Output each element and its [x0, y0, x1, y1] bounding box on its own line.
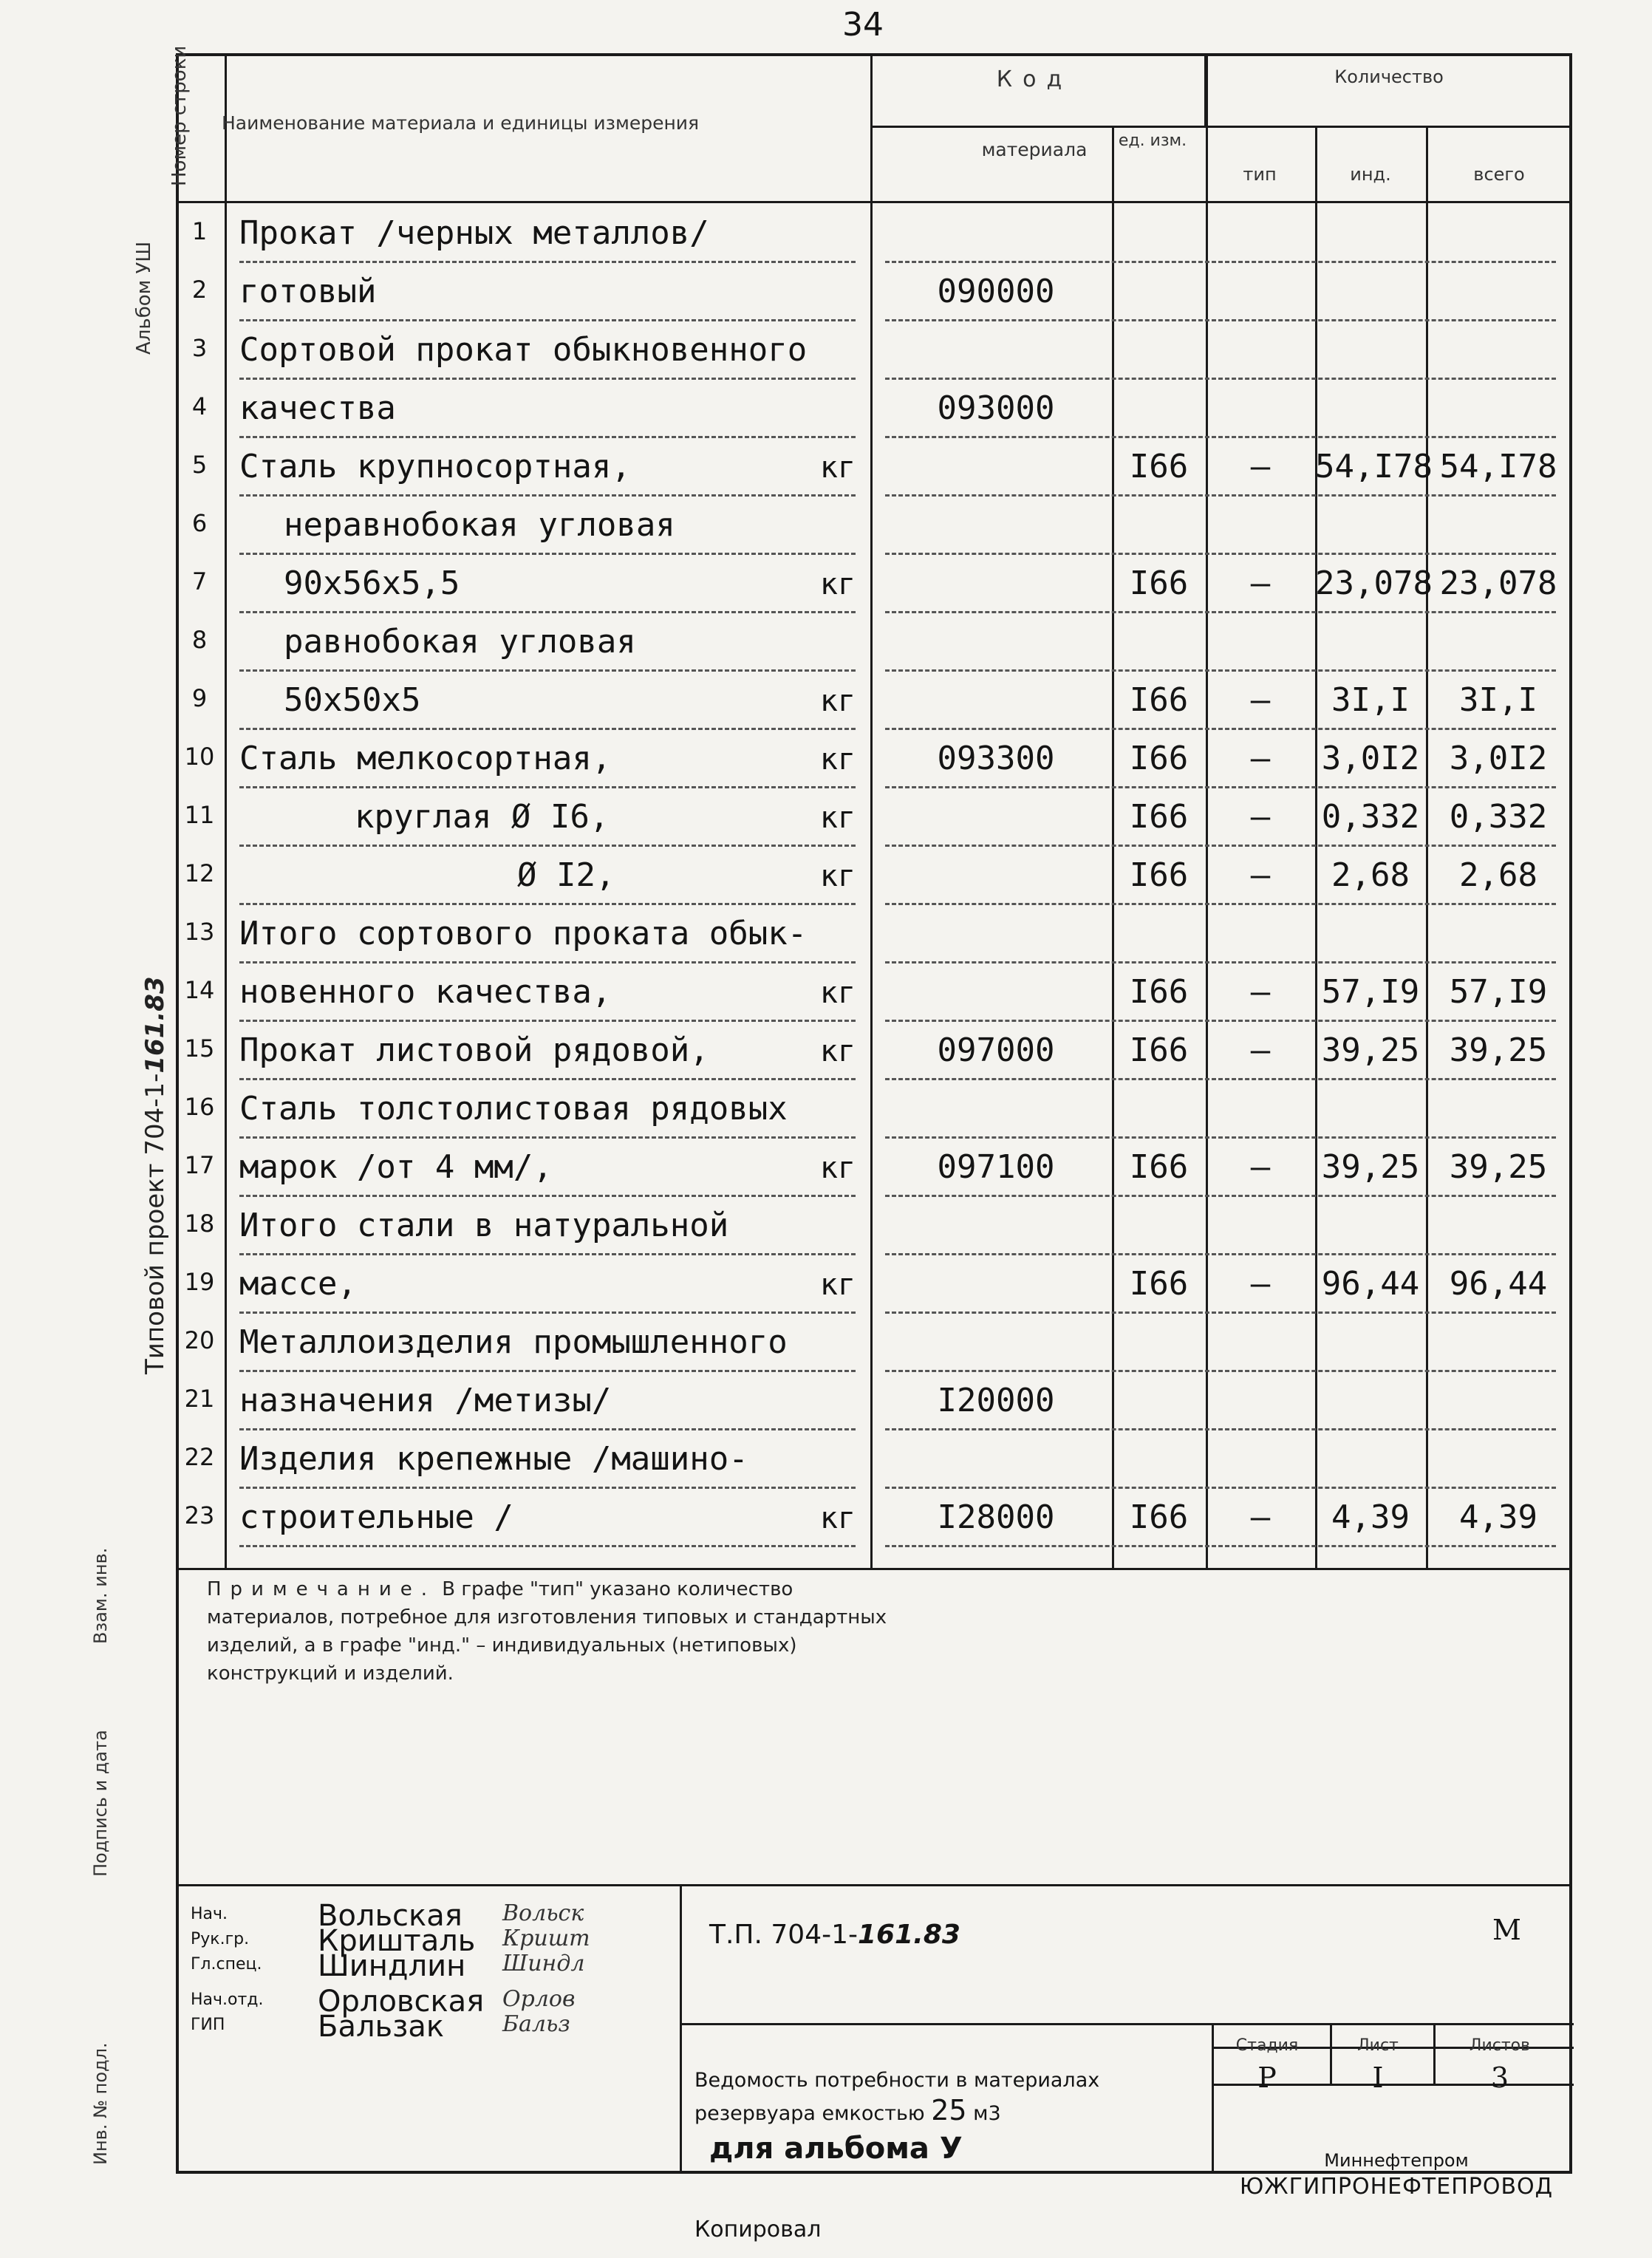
row-separator	[239, 961, 856, 963]
row-separator	[239, 1020, 856, 1022]
row-name: качества	[239, 389, 396, 427]
row-type-qty: –	[1250, 798, 1271, 836]
strip-signature-date: Подпись и дата	[90, 1730, 111, 1877]
project-side-label	[140, 976, 170, 1374]
row-separator	[239, 436, 856, 438]
row-number: 8	[191, 626, 208, 654]
signature-handwritten: Бальз	[502, 2011, 570, 2037]
row-number: 19	[184, 1268, 215, 1296]
signature-handwritten: Кришт	[502, 1926, 590, 1951]
row-total-qty: 54,I78	[1439, 448, 1557, 485]
row-total-qty: 3I,I	[1459, 681, 1537, 719]
row-separator	[885, 1370, 1556, 1372]
sheet-label: Лист	[1357, 2036, 1399, 2055]
row-unit-code: I66	[1129, 681, 1189, 719]
signature-role: Рук.гр.	[191, 1930, 250, 1948]
row-separator	[239, 494, 856, 497]
row-separator	[885, 1078, 1556, 1080]
copied-by-label: Копировал	[694, 2217, 822, 2242]
title-block-mid-line	[680, 2023, 1574, 2025]
row-unit-code: I66	[1129, 973, 1189, 1011]
row-separator	[885, 728, 1556, 730]
header-total: всего	[1473, 164, 1525, 185]
sheets-value: 3	[1490, 2061, 1509, 2094]
row-number: 4	[191, 392, 208, 420]
header-row-number: Номер строки	[168, 45, 191, 186]
row-separator	[239, 786, 856, 788]
row-number: 2	[191, 276, 208, 304]
row-separator	[239, 728, 856, 730]
row-individual-qty: 3,0I2	[1321, 740, 1420, 777]
header-bottom-line	[176, 201, 1571, 203]
row-unit: кг	[819, 1268, 856, 1302]
column-line-name	[225, 53, 227, 1568]
row-name: Изделия крепежные /машино-	[239, 1440, 748, 1478]
row-total-qty: 4,39	[1459, 1498, 1537, 1536]
organization-ministry: Миннефтепром	[1324, 2150, 1469, 2171]
row-separator	[885, 1312, 1556, 1314]
header-code: Код	[996, 66, 1073, 92]
title-block-album: для альбома У	[709, 2132, 963, 2166]
row-type-qty: –	[1250, 1265, 1271, 1303]
row-type-qty: –	[1250, 740, 1271, 777]
row-separator	[885, 1487, 1556, 1489]
row-number: 15	[184, 1034, 215, 1063]
row-unit: кг	[819, 451, 856, 485]
row-number: 6	[191, 509, 208, 537]
row-name: новенного качества,	[239, 973, 612, 1011]
row-individual-qty: 54,I78	[1315, 448, 1433, 485]
row-total-qty: 57,I9	[1449, 973, 1548, 1011]
column-line-quantity-top	[1204, 53, 1206, 127]
row-separator	[239, 553, 856, 555]
album-side-label: Альбом УШ	[133, 241, 155, 355]
row-total-qty: 96,44	[1449, 1265, 1548, 1303]
title-block-divider	[680, 1884, 682, 2172]
column-line-total	[1426, 126, 1428, 1568]
note-label: Примечание.	[207, 1578, 437, 1600]
row-separator	[239, 1428, 856, 1430]
row-type-qty: –	[1250, 856, 1271, 894]
row-name: 90х56х5,5	[284, 564, 460, 602]
row-unit-code: I66	[1129, 564, 1189, 602]
row-name: Сталь толстолистовая рядовых	[239, 1090, 788, 1128]
org-col	[1212, 2143, 1214, 2174]
note-text: В графе "тип" указано количество материалов, потребное для изготовления типовых и стандартных изделий, а в графе "инд." – индивидуальных (нетиповых) конструкций и изделий.	[207, 1578, 887, 1685]
row-name: Сталь крупносортная,	[239, 448, 631, 485]
row-separator	[885, 1428, 1556, 1430]
row-type-qty: –	[1250, 1031, 1271, 1069]
sheets-label: Листов	[1469, 2036, 1531, 2055]
row-individual-qty: 2,68	[1331, 856, 1410, 894]
title-block-description-text: Ведомость потребности в материалах резервуара емкостью	[694, 2069, 1100, 2125]
signature-role: ГИП	[191, 2016, 225, 2034]
row-number: 9	[191, 684, 208, 712]
row-name: Прокат /черных металлов/	[239, 214, 709, 252]
header-type: тип	[1243, 164, 1277, 185]
row-separator	[885, 319, 1556, 321]
row-separator	[239, 1136, 856, 1139]
row-code: 097000	[937, 1031, 1055, 1069]
row-code: 097100	[937, 1148, 1055, 1186]
row-separator	[239, 378, 856, 380]
signature-role: Гл.спец.	[191, 1955, 262, 1974]
organization-institute: ЮЖГИПРОНЕФТЕПРОВОД	[1239, 2174, 1554, 2200]
row-name: готовый	[239, 273, 377, 310]
row-name: неравнобокая угловая	[284, 506, 675, 544]
row-separator	[885, 494, 1556, 497]
row-individual-qty: 39,25	[1321, 1031, 1420, 1069]
row-type-qty: –	[1250, 448, 1271, 485]
row-separator	[239, 319, 856, 321]
row-separator	[239, 669, 856, 672]
row-number: 20	[184, 1326, 215, 1354]
row-unit-code: I66	[1129, 740, 1189, 777]
row-unit: кг	[819, 567, 856, 601]
stage-label: Стадия	[1235, 2036, 1299, 2055]
row-total-qty: 39,25	[1449, 1031, 1548, 1069]
header-quantity: Количество	[1334, 66, 1444, 87]
row-number: 23	[184, 1501, 215, 1529]
row-total-qty: 23,078	[1439, 564, 1557, 602]
row-number: 11	[184, 801, 215, 829]
row-separator	[239, 261, 856, 263]
column-line-code	[870, 53, 873, 1568]
row-unit-code: I66	[1129, 448, 1189, 485]
row-number: 13	[184, 918, 215, 946]
row-code: 093000	[937, 389, 1055, 427]
row-separator	[239, 1370, 856, 1372]
row-number: 3	[191, 334, 208, 362]
row-separator	[885, 261, 1556, 263]
stage-value: Р	[1257, 2061, 1277, 2094]
row-separator	[885, 1545, 1556, 1547]
strip-inventory-number: Инв. № подл.	[90, 2042, 111, 2165]
row-name: равнобокая угловая	[284, 623, 636, 661]
row-unit-code: I66	[1129, 1148, 1189, 1186]
row-name: строительные /	[239, 1498, 513, 1536]
row-separator	[239, 1253, 856, 1255]
row-unit-code: I66	[1129, 1498, 1189, 1536]
row-unit: кг	[819, 1501, 856, 1535]
row-unit: кг	[819, 743, 856, 777]
row-individual-qty: 0,332	[1321, 798, 1420, 836]
row-number: 10	[184, 743, 215, 771]
row-number: 22	[184, 1443, 215, 1471]
row-separator	[239, 1545, 856, 1547]
row-total-qty: 0,332	[1449, 798, 1548, 836]
row-unit: кг	[819, 976, 856, 1010]
header-unit: ед. изм.	[1118, 132, 1187, 150]
row-separator	[885, 378, 1556, 380]
signature-handwritten: Вольск	[502, 1900, 584, 1926]
row-unit: кг	[819, 801, 856, 835]
row-name: Итого стали в натуральной	[239, 1207, 729, 1244]
project-side-prefix: Типовой проект 704-1-	[140, 1073, 170, 1374]
note	[207, 1575, 901, 1688]
row-individual-qty: 96,44	[1321, 1265, 1420, 1303]
row-separator	[885, 436, 1556, 438]
row-code: 090000	[937, 273, 1055, 310]
row-separator	[885, 786, 1556, 788]
strip-replaced-inv: Взам. инв.	[90, 1547, 111, 1644]
row-total-qty: 2,68	[1459, 856, 1537, 894]
row-number: 5	[191, 451, 208, 479]
signature-name: Вольская	[318, 1899, 463, 1933]
title-block-volume-unit: м3	[973, 2102, 1001, 2125]
row-individual-qty: 4,39	[1331, 1498, 1410, 1536]
row-individual-qty: 39,25	[1321, 1148, 1420, 1186]
project-side-handwritten: 161.83	[140, 976, 170, 1074]
signature-handwritten: Орлов	[502, 1986, 576, 2012]
row-number: 14	[184, 976, 215, 1004]
row-name: Прокат листовой рядовой,	[239, 1031, 709, 1069]
row-separator	[885, 1253, 1556, 1255]
signature-name: Орловская	[318, 1985, 485, 2019]
row-number: 1	[191, 217, 208, 245]
title-block-volume: 25	[931, 2094, 967, 2126]
row-unit: кг	[819, 859, 856, 893]
row-name: Итого сортового проката обык-	[239, 915, 808, 952]
signature-name: Бальзак	[318, 2010, 445, 2044]
header-subdivider	[870, 126, 1571, 128]
row-type-qty: –	[1250, 564, 1271, 602]
signature-name: Кришталь	[318, 1924, 476, 1958]
row-separator	[885, 961, 1556, 963]
row-code: I28000	[937, 1498, 1055, 1536]
title-block-code-prefix: Т.П. 704-1-	[709, 1920, 858, 1950]
row-separator	[885, 1195, 1556, 1197]
row-total-qty: 3,0I2	[1449, 740, 1548, 777]
row-number: 16	[184, 1093, 215, 1121]
row-separator	[239, 845, 856, 847]
row-name: Сортовой прокат обыкновенного	[239, 331, 808, 369]
row-number: 12	[184, 859, 215, 887]
row-separator	[239, 1078, 856, 1080]
row-name: круглая Ø I6,	[355, 798, 610, 836]
row-unit-code: I66	[1129, 798, 1189, 836]
title-block-description	[694, 2066, 1212, 2129]
column-line-individual	[1315, 126, 1317, 1568]
column-line-unit	[1112, 126, 1114, 1568]
row-code: 093300	[937, 740, 1055, 777]
table-bottom-line	[176, 1568, 1571, 1570]
row-number: 21	[184, 1385, 215, 1413]
row-individual-qty: 57,I9	[1321, 973, 1420, 1011]
row-name: Сталь мелкосортная,	[239, 740, 612, 777]
page-number: 34	[842, 6, 884, 44]
row-number: 7	[191, 567, 208, 596]
row-unit: кг	[819, 684, 856, 718]
row-unit: кг	[819, 1034, 856, 1068]
signature-name: Шиндлин	[318, 1949, 466, 1983]
row-name: марок /от 4 мм/,	[239, 1148, 553, 1186]
signature-role: Нач.	[191, 1905, 228, 1923]
row-number: 17	[184, 1151, 215, 1179]
row-separator	[239, 903, 856, 905]
row-separator	[239, 1312, 856, 1314]
row-name: Металлоизделия промышленного	[239, 1323, 788, 1361]
row-name: назначения /метизы/	[239, 1382, 612, 1419]
row-total-qty: 39,25	[1449, 1148, 1548, 1186]
row-unit: кг	[819, 1151, 856, 1185]
row-name: 50х50х5	[284, 681, 421, 719]
title-block-code-handwritten: 161.83	[858, 1920, 960, 1950]
row-separator	[885, 903, 1556, 905]
row-individual-qty: 23,078	[1315, 564, 1433, 602]
row-separator	[885, 553, 1556, 555]
title-block-code	[709, 1920, 960, 1950]
row-type-qty: –	[1250, 973, 1271, 1011]
row-type-qty: –	[1250, 1498, 1271, 1536]
row-name: Ø I2,	[517, 856, 615, 894]
row-separator	[239, 1195, 856, 1197]
header-name: Наименование материала и единицы измерения	[222, 112, 700, 134]
row-name: массе,	[239, 1265, 357, 1303]
row-separator	[885, 1136, 1556, 1139]
signature-role: Нач.отд.	[191, 1991, 264, 2009]
row-type-qty: –	[1250, 1148, 1271, 1186]
row-individual-qty: 3I,I	[1331, 681, 1410, 719]
title-block-letter: М	[1492, 1914, 1521, 1946]
row-separator	[885, 669, 1556, 672]
row-type-qty: –	[1250, 681, 1271, 719]
row-unit-code: I66	[1129, 856, 1189, 894]
header-material: материала	[981, 139, 1088, 160]
row-separator	[885, 1020, 1556, 1022]
row-unit-code: I66	[1129, 1031, 1189, 1069]
row-separator	[239, 611, 856, 613]
sheet-value: I	[1372, 2061, 1384, 2094]
header-individual: инд.	[1350, 164, 1391, 185]
row-code: I20000	[937, 1382, 1055, 1419]
row-number: 18	[184, 1210, 215, 1238]
row-separator	[239, 1487, 856, 1489]
row-unit-code: I66	[1129, 1265, 1189, 1303]
title-block-top-line	[176, 1884, 1572, 1886]
signature-handwritten: Шиндл	[502, 1951, 585, 1976]
row-separator	[885, 611, 1556, 613]
row-separator	[885, 845, 1556, 847]
